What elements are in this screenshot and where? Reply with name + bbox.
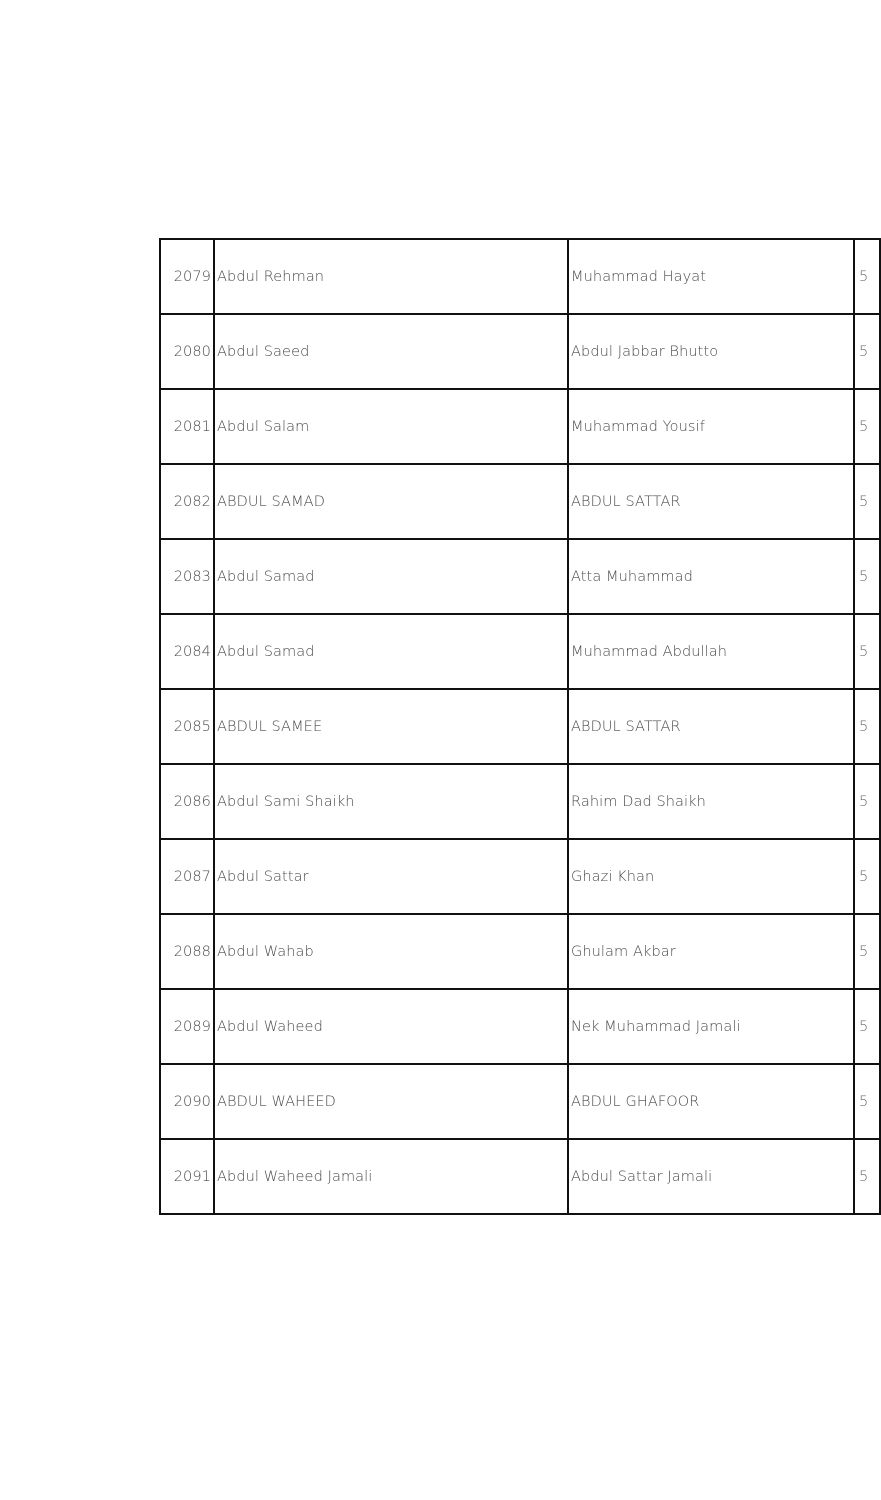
father-name-cell: Muhammad Abdullah xyxy=(568,614,854,689)
serial-number-cell: 2090 xyxy=(160,1064,214,1139)
serial-number-cell: 2084 xyxy=(160,614,214,689)
truncated-cell: 5 xyxy=(854,989,880,1064)
records-table-container xyxy=(159,238,879,1215)
father-name-cell: Muhammad Yousif xyxy=(568,389,854,464)
name-cell: Abdul Sami Shaikh xyxy=(214,764,568,839)
table-row xyxy=(160,989,880,1064)
records-table xyxy=(159,238,881,1215)
serial-number-cell: 2085 xyxy=(160,689,214,764)
father-name-cell: ABDUL SATTAR xyxy=(568,464,854,539)
serial-number-cell: 2080 xyxy=(160,314,214,389)
table-row xyxy=(160,689,880,764)
father-name-cell: Rahim Dad Shaikh xyxy=(568,764,854,839)
truncated-cell: 5 xyxy=(854,389,880,464)
name-cell: Abdul Waheed xyxy=(214,989,568,1064)
name-cell: Abdul Salam xyxy=(214,389,568,464)
serial-number-cell: 2079 xyxy=(160,239,214,314)
truncated-cell: 5 xyxy=(854,914,880,989)
name-cell: ABDUL WAHEED xyxy=(214,1064,568,1139)
father-name-cell: Abdul Sattar Jamali xyxy=(568,1139,854,1214)
truncated-cell: 5 xyxy=(854,764,880,839)
serial-number-cell: 2087 xyxy=(160,839,214,914)
table-row xyxy=(160,314,880,389)
serial-number-cell: 2081 xyxy=(160,389,214,464)
father-name-cell: ABDUL GHAFOOR xyxy=(568,1064,854,1139)
name-cell: Abdul Rehman xyxy=(214,239,568,314)
name-cell: Abdul Saeed xyxy=(214,314,568,389)
table-row xyxy=(160,614,880,689)
name-cell: ABDUL SAMAD xyxy=(214,464,568,539)
serial-number-cell: 2086 xyxy=(160,764,214,839)
truncated-cell: 5 xyxy=(854,689,880,764)
truncated-cell: 5 xyxy=(854,1064,880,1139)
father-name-cell: Atta Muhammad xyxy=(568,539,854,614)
truncated-cell: 5 xyxy=(854,314,880,389)
table-row xyxy=(160,239,880,314)
table-row xyxy=(160,1064,880,1139)
name-cell: Abdul Samad xyxy=(214,539,568,614)
truncated-cell: 5 xyxy=(854,614,880,689)
table-row xyxy=(160,464,880,539)
name-cell: Abdul Waheed Jamali xyxy=(214,1139,568,1214)
table-row xyxy=(160,1139,880,1214)
name-cell: Abdul Sattar xyxy=(214,839,568,914)
table-row xyxy=(160,764,880,839)
table-row xyxy=(160,389,880,464)
name-cell: Abdul Samad xyxy=(214,614,568,689)
truncated-cell: 5 xyxy=(854,464,880,539)
father-name-cell: Ghulam Akbar xyxy=(568,914,854,989)
table-row xyxy=(160,839,880,914)
father-name-cell: ABDUL SATTAR xyxy=(568,689,854,764)
truncated-cell: 5 xyxy=(854,1139,880,1214)
name-cell: Abdul Wahab xyxy=(214,914,568,989)
father-name-cell: Nek Muhammad Jamali xyxy=(568,989,854,1064)
serial-number-cell: 2089 xyxy=(160,989,214,1064)
truncated-cell: 5 xyxy=(854,839,880,914)
father-name-cell: Muhammad Hayat xyxy=(568,239,854,314)
table-row xyxy=(160,539,880,614)
serial-number-cell: 2088 xyxy=(160,914,214,989)
table-row xyxy=(160,914,880,989)
father-name-cell: Ghazi Khan xyxy=(568,839,854,914)
serial-number-cell: 2091 xyxy=(160,1139,214,1214)
name-cell: ABDUL SAMEE xyxy=(214,689,568,764)
serial-number-cell: 2082 xyxy=(160,464,214,539)
truncated-cell: 5 xyxy=(854,239,880,314)
father-name-cell: Abdul Jabbar Bhutto xyxy=(568,314,854,389)
truncated-cell: 5 xyxy=(854,539,880,614)
serial-number-cell: 2083 xyxy=(160,539,214,614)
